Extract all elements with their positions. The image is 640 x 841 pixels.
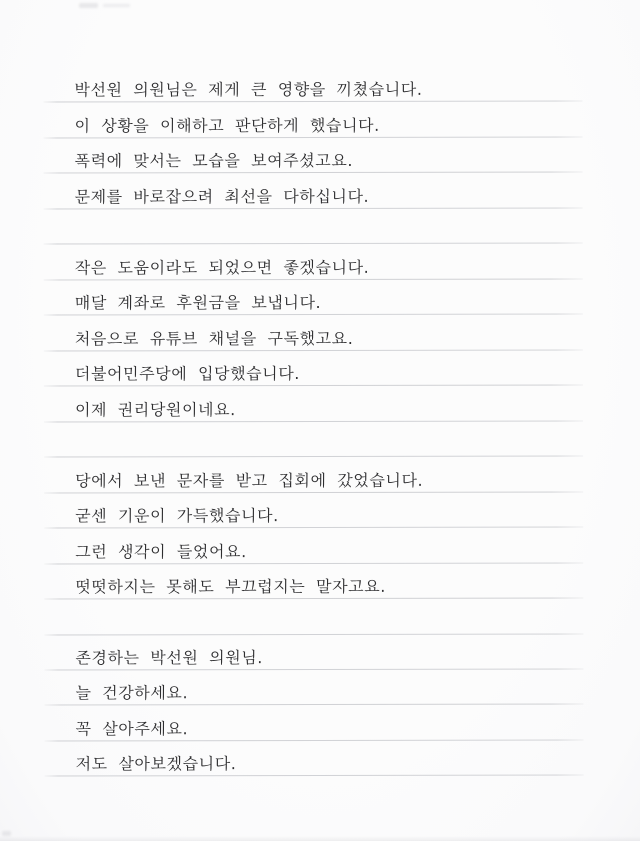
handwritten-line: 저도 살아보겠습니다. [75, 754, 237, 774]
ruled-row-blank [44, 598, 583, 634]
handwritten-line: 처음으로 유튜브 채널을 구독했고요. [74, 328, 354, 348]
handwritten-line: 이제 권리당원이네요. [74, 399, 236, 419]
handwritten-line: 작은 도움이라도 되었으면 좋겠습니다. [74, 257, 370, 277]
ruled-row [44, 456, 583, 492]
ruled-row [44, 279, 583, 315]
ruled-row [43, 66, 582, 102]
handwritten-line: 늘 건강하세요. [75, 683, 189, 703]
ruled-lines-area [43, 66, 583, 776]
handwritten-line: 당에서 보낸 문자를 받고 집회에 갔었습니다. [75, 469, 424, 490]
ruled-row-blank [44, 208, 583, 244]
ruled-row [44, 527, 583, 563]
handwritten-line: 굳센 기운이 가득했습니다. [75, 505, 279, 526]
ruled-row [44, 704, 583, 740]
ruled-row-blank [44, 421, 583, 457]
smudge-mark [103, 4, 130, 7]
handwritten-line: 박선원 의원님은 제게 큰 영향을 끼쳤습니다. [74, 79, 423, 100]
ruled-row [44, 634, 583, 670]
ruled-row [44, 385, 583, 421]
handwritten-line: 이 상황을 이해하고 판단하게 했습니다. [74, 115, 380, 135]
ruled-row [44, 350, 583, 386]
ruled-row [44, 492, 583, 528]
ruled-row [43, 101, 582, 137]
ruled-row [44, 137, 583, 173]
handwritten-line: 더불어민주당에 입당했습니다. [74, 363, 301, 384]
ruled-row [44, 172, 583, 208]
handwritten-line: 폭력에 맞서는 모습을 보여주셨고요. [74, 150, 354, 171]
ruled-row [44, 243, 583, 279]
handwritten-line: 존경하는 박선원 의원님. [75, 647, 264, 667]
ruled-row [44, 314, 583, 350]
smudge-mark [79, 3, 98, 8]
handwritten-line: 매달 계좌로 후원금을 보냅니다. [74, 292, 322, 313]
smudge-mark [2, 831, 11, 836]
handwritten-line: 문제를 바로잡으려 최선을 다하십니다. [74, 186, 370, 206]
handwritten-line: 꼭 살아주세요. [75, 718, 189, 738]
ruled-row [45, 740, 584, 776]
handwritten-line: 떳떳하지는 못해도 부끄럽지는 말자고요. [75, 576, 387, 596]
ruled-row [44, 563, 583, 599]
handwritten-line: 그런 생각이 들었어요. [75, 541, 247, 561]
ruled-row [44, 669, 583, 705]
